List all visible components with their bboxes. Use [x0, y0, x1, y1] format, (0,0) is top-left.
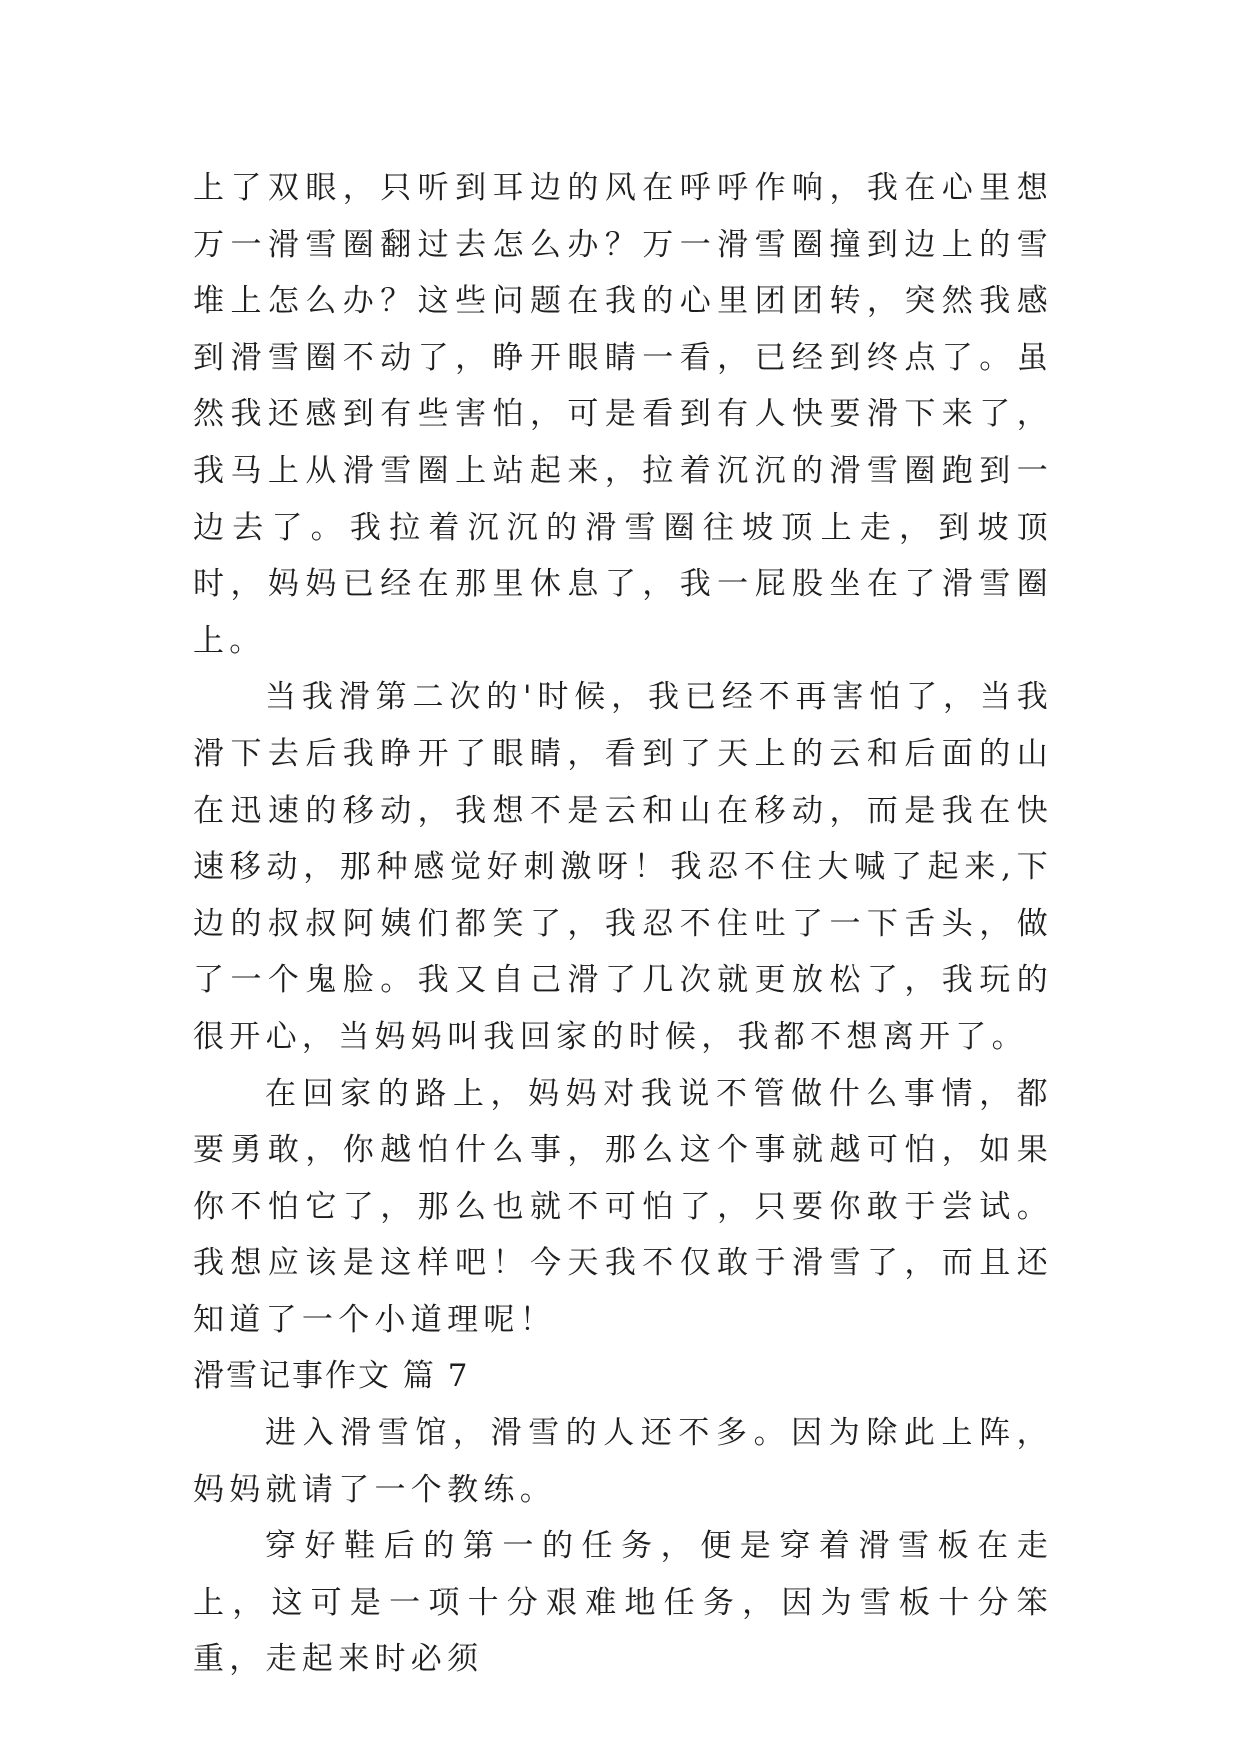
paragraph-second-ride: 当我滑第二次的'时候，我已经不再害怕了，当我滑下去后我睁开了眼睛，看到了天上的云和后面的山在迅速的移动，我想不是云和山在移动，而是我在快速移动，那种感觉好刺激呀！我忍不住大喊了起来,下边的叔叔阿姨们都笑了，我忍不住吐了一下舌头，做了一个鬼脸。我又自己滑了几次就更放松了，我玩的很开心，当妈妈叫我回家的时候，我都不想离开了。 [193, 679, 1053, 1055]
paragraph-ski-hall: 进入滑雪馆，滑雪的人还不多。因为除此上阵，妈妈就请了一个教练。 [193, 1415, 1053, 1508]
paragraph-first-task: 穿好鞋后的第一的任务，便是穿着滑雪板在走上，这可是一项十分艰难地任务，因为雪板十分笨重，走起来时必须 [193, 1528, 1053, 1678]
paragraph-way-home: 在回家的路上，妈妈对我说不管做什么事情，都要勇敢，你越怕什么事，那么这个事就越可怕，如果你不怕它了，那么也就不可怕了，只要你敢于尝试。我想应该是这样吧！今天我不仅敢于滑雪了，而且还知道了一个小道理呢！ [193, 1075, 1053, 1338]
section-heading: 滑雪记事作文 篇 7 [193, 1358, 470, 1395]
article-body [193, 160, 1053, 1688]
paragraph-continued: 上了双眼，只听到耳边的风在呼呼作响，我在心里想万一滑雪圈翻过去怎么办？万一滑雪圈撞到边上的雪堆上怎么办？这些问题在我的心里团团转，突然我感到滑雪圈不动了，睁开眼睛一看，已经到终点了。虽然我还感到有些害怕，可是看到有人快要滑下来了，我马上从滑雪圈上站起来，拉着沉沉的滑雪圈跑到一边去了。我拉着沉沉的滑雪圈往坡顶上走，到坡顶时，妈妈已经在那里休息了，我一屁股坐在了滑雪圈上。 [193, 170, 1053, 659]
